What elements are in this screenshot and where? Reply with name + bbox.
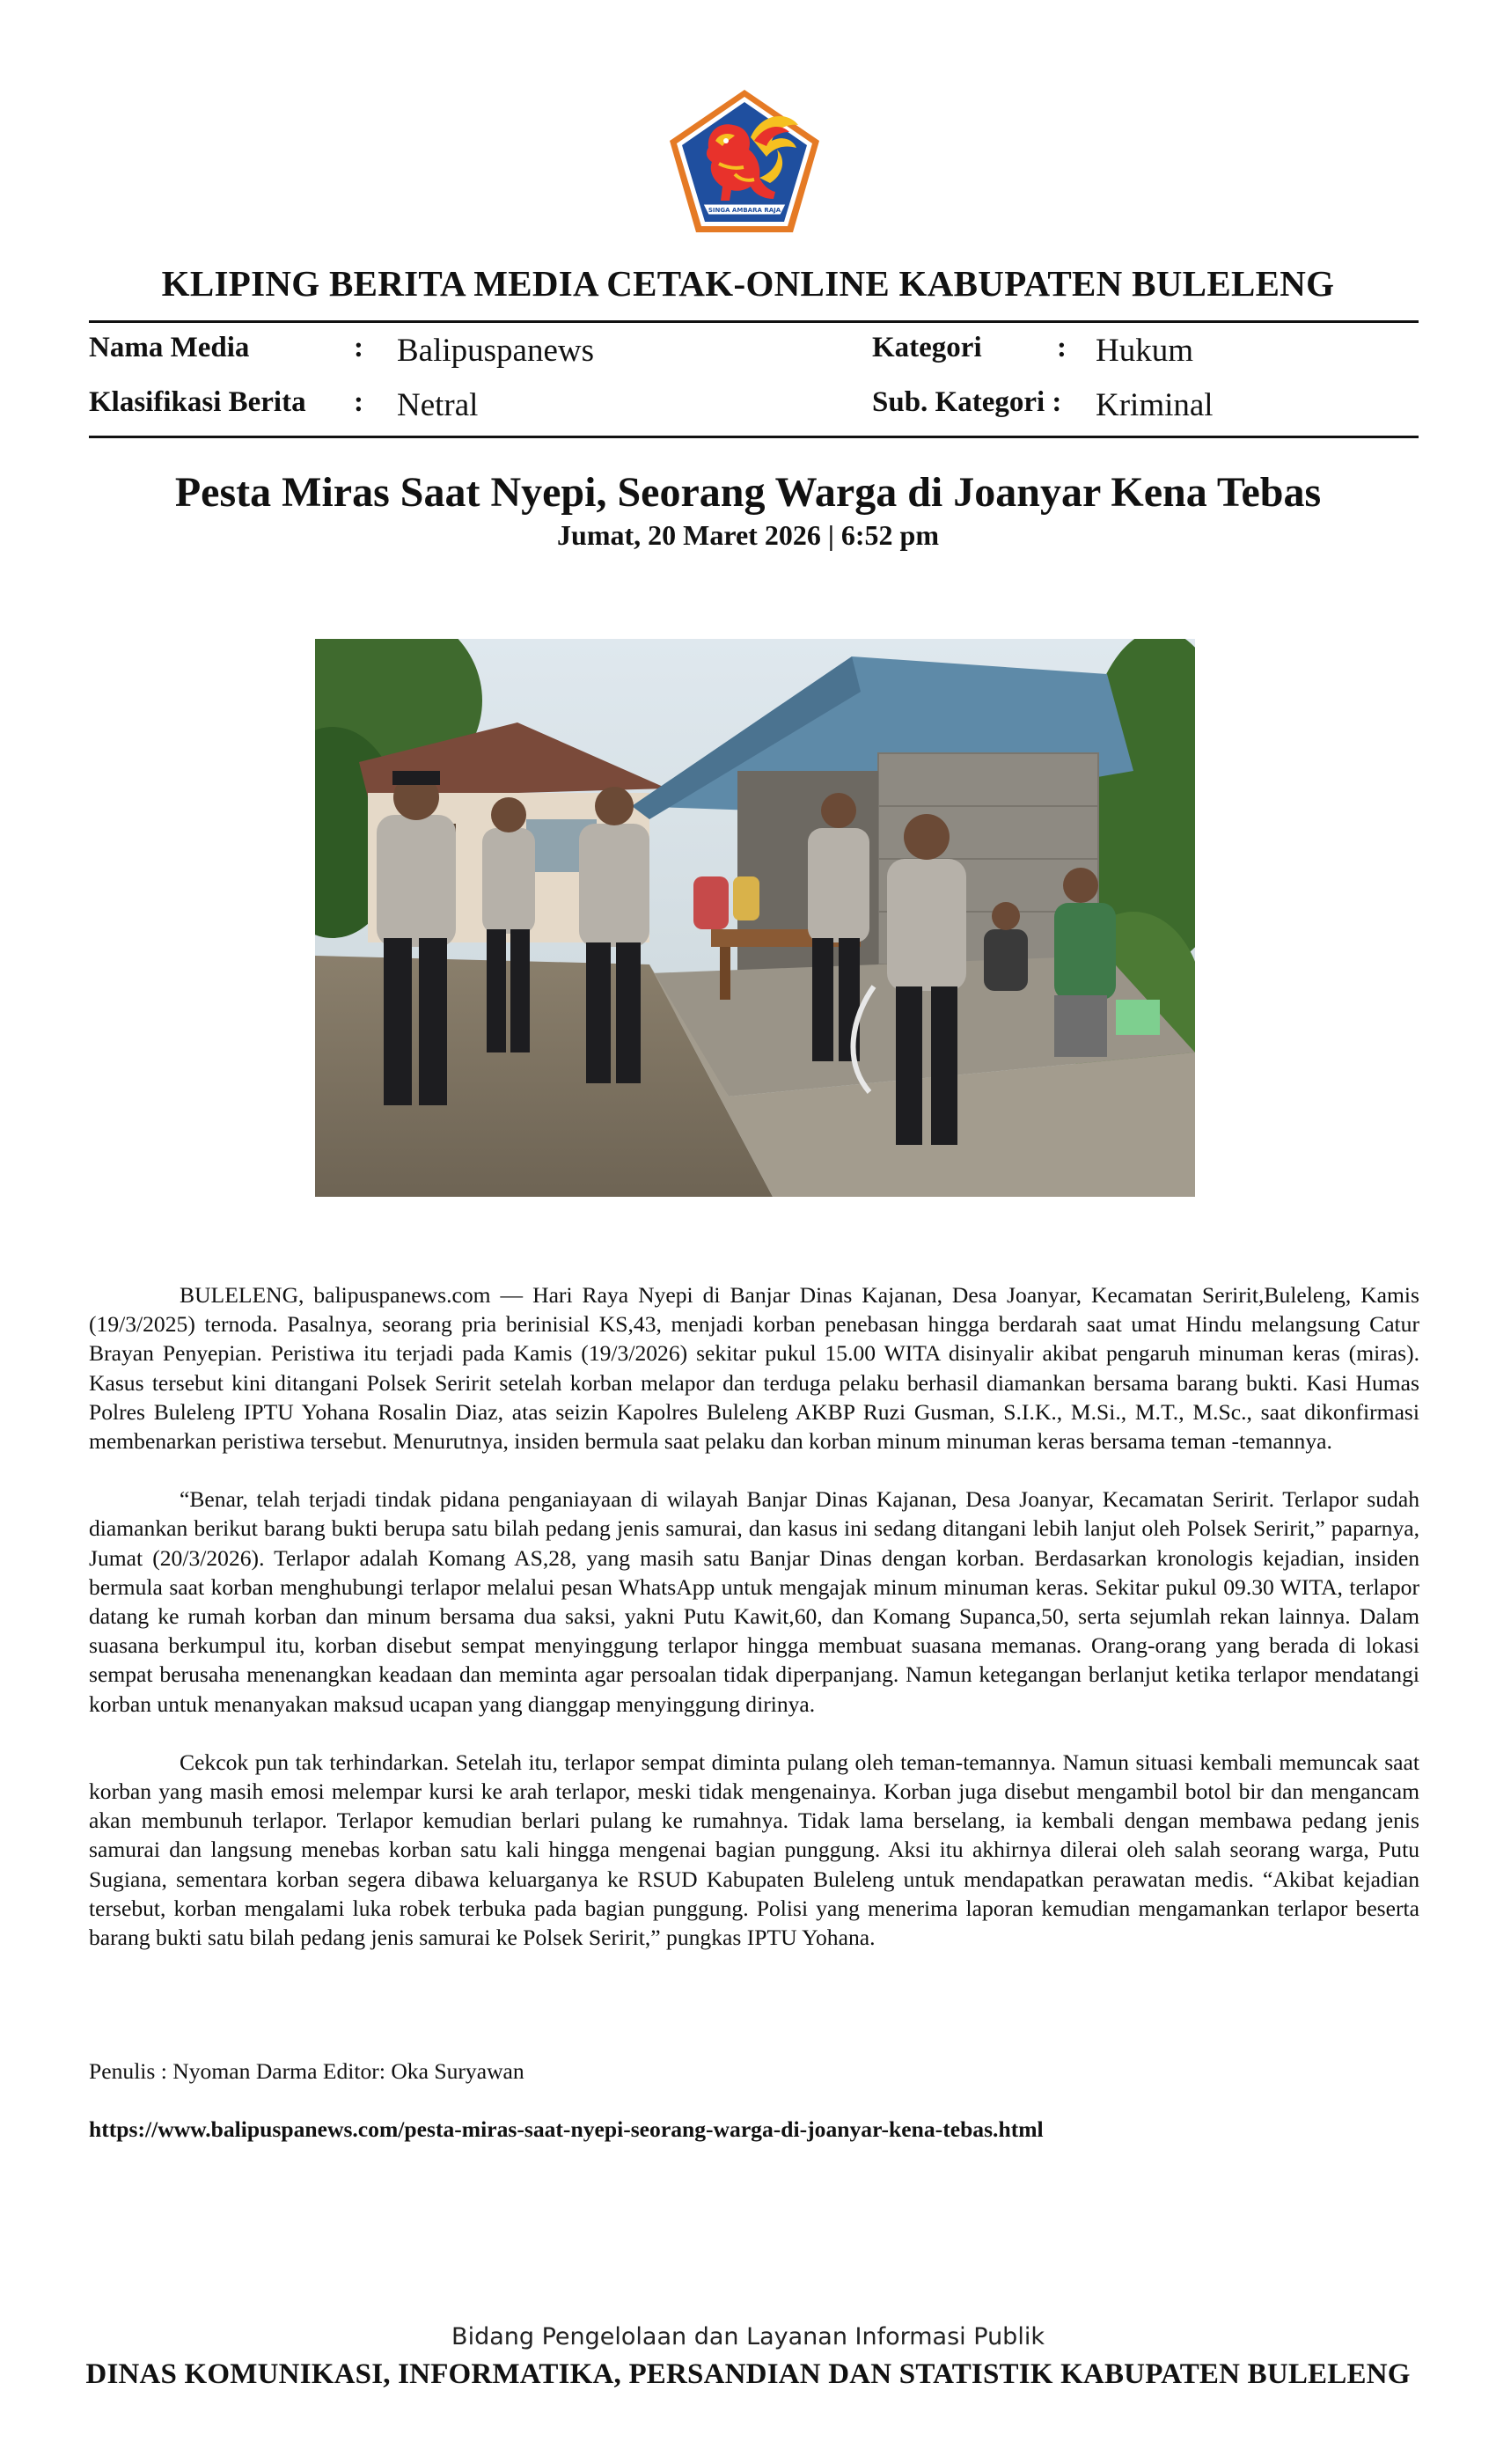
source-url-link[interactable]: https://www.balipuspanews.com/pesta-miras-saat-nyepi-seorang-warga-di-joanyar-kena-tebas.html (89, 2116, 1044, 2142)
classification-colon: : (354, 386, 363, 418)
article-paragraph: “Benar, telah terjadi tindak pidana penganiayaan di wilayah Banjar Dinas Kajanan, Desa Joanyar, Kecamatan Seririt. Terlapor sudah diamankan berikut barang bukti berupa satu bilah pedang jenis samurai, dan kasus ini sedang ditangani lebih lanjut oleh Polsek Seririt,” paparnya, Jumat (20/3/2026). Terlapor adalah Komang AS,28, yang masih satu Banjar Dinas dengan korban. Berdasarkan kronologis kejadian, insiden bermula saat korban menghubungi terlapor melalui pesan WhatsApp untuk mengajak minum minuman keras. Sekitar pukul 09.30 WITA, terlapor datang ke rumah korban dan minum bersama dua saksi, yakni Putu Kawit,60, dan Komang Supanca,50, serta sejumlah rekan lainnya. Dalam suasana berkumpul itu, korban disebut sempat menyinggung terlapor hingga membuat suasana memanas. Orang-orang yang berada di lokasi sempat berusaha menenangkan keadaan dan meminta agar persoalan tidak diperpanjang. Namun ketegangan berlanjut ketika terlapor mendatangi korban untuk menanyakan maksud ucapan yang dianggap menyinggung dirinya. (89, 1486, 1419, 1717)
document-header-title: KLIPING BERITA MEDIA CETAK-ONLINE KABUPATEN BULELENG (161, 263, 1335, 304)
article-title: Pesta Miras Saat Nyepi, Seorang Warga di Joanyar Kena Tebas (174, 469, 1322, 516)
footer-subtitle: Bidang Pengelolaan dan Layanan Informasi Publik (451, 2323, 1045, 2350)
buleleng-emblem-logo (664, 86, 825, 238)
category-label: Kategori (872, 332, 982, 363)
emblem-icon (664, 86, 825, 238)
header-divider-top (89, 320, 1419, 323)
subcategory-label: Sub. Kategori : (872, 386, 1062, 418)
media-name-label: Nama Media (89, 332, 250, 363)
media-name-value: Balipuspanews (397, 333, 595, 369)
police-scene-image (315, 639, 1195, 1197)
article-body (89, 1280, 1419, 1981)
subcategory-value: Kriminal (1096, 387, 1214, 423)
article-photo (315, 639, 1195, 1197)
category-value: Hukum (1096, 333, 1193, 369)
category-colon: : (1057, 332, 1067, 363)
header-divider-bottom (89, 436, 1419, 438)
article-paragraph: BULELENG, balipuspanews.com — Hari Raya Nyepi di Banjar Dinas Kajanan, Desa Joanyar, Kecamatan Seririt,Buleleng, Kamis (19/3/2025) ternoda. Pasalnya, seorang pria berinisial KS,43, menjadi korban penebasan hingga berdarah saat umat Hindu melangsung Catur Brayan Penyepian. Peristiwa itu terjadi pada Kamis (19/3/2026) sekitar pukul 15.00 WITA disinyalir akibat pengaruh minuman keras (miras). Kasus tersebut kini ditangani Polsek Seririt setelah korban melapor dan terduga pelaku berhasil diamankan bersama barang bukti. Kasi Humas Polres Buleleng IPTU Yohana Rosalin Diaz, atas seizin Kapolres Buleleng AKBP Ruzi Gusman, S.I.K., M.Si., M.T., M.Sc., saat dikonfirmasi membenarkan peristiwa tersebut. Menurutnya, insiden bermula saat pelaku dan korban minum minuman keras bersama teman -temannya. (89, 1282, 1419, 1455)
footer-title: DINAS KOMUNIKASI, INFORMATIKA, PERSANDIAN DAN STATISTIK KABUPATEN BULELENG (85, 2358, 1411, 2390)
article-date: Jumat, 20 Maret 2026 | 6:52 pm (557, 519, 939, 551)
article-paragraph: Cekcok pun tak terhindarkan. Setelah itu, terlapor sempat diminta pulang oleh teman-temannya. Namun situasi kembali memuncak saat korban yang masih emosi melempar kursi ke arah terlapor, meski tidak mengenainya. Korban juga disebut mengambil botol bir dan mengancam akan membunuh terlapor. Terlapor kemudian berlari pulang ke rumahnya. Tidak lama berselang, ia kembali dengan membawa pedang jenis samurai dan langsung menebas korban satu kali hingga mengenai bagian punggung. Aksi itu akhirnya dilerai oleh salah seorang warga, Putu Sugiana, sementara korban segera dibawa keluarganya ke RSUD Kabupaten Buleleng untuk mendapatkan perawatan medis. “Akibat kejadian tersebut, korban mengalami luka robek terbuka pada bagian punggung. Polisi yang menerima laporan kemudian mengamankan terlapor beserta barang bukti satu bilah pedang jenis samurai ke Polsek Seririt,” pungkas IPTU Yohana. (89, 1749, 1419, 1951)
classification-label: Klasifikasi Berita (89, 386, 306, 418)
article-credits: Penulis : Nyoman Darma Editor: Oka Suryawan (89, 2058, 524, 2084)
emblem-motto: SINGA AMBARA RAJA (708, 207, 781, 214)
media-name-colon: : (354, 332, 363, 363)
classification-value: Netral (397, 387, 479, 423)
